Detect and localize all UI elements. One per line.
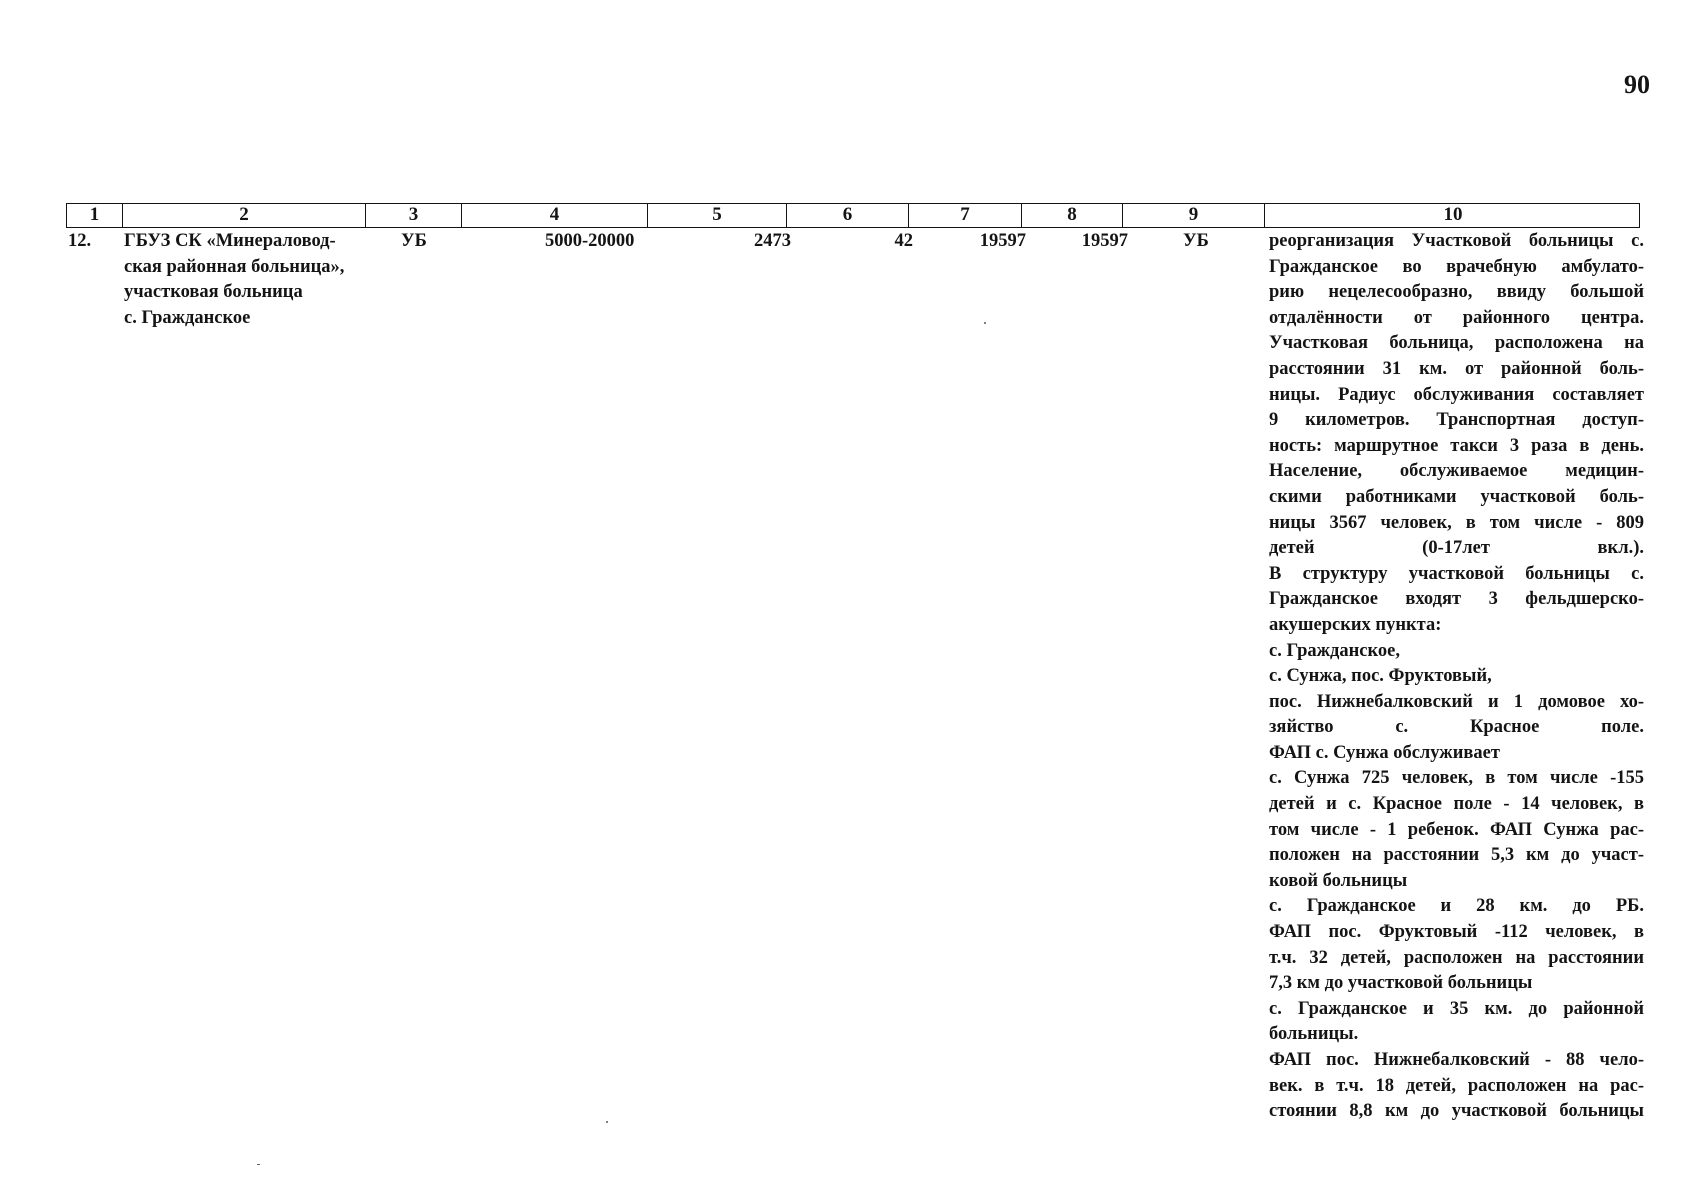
header-cell-10: 10: [1443, 204, 1463, 225]
header-cell-8: 8: [1022, 204, 1123, 227]
description-line: Гражданское входят 3 фельдшерско-: [1269, 589, 1644, 610]
header-cell-3: 3: [366, 204, 462, 227]
description-text: [1269, 229, 1644, 1125]
description-line: Гражданское во врачебную амбулато-: [1269, 256, 1644, 277]
description-line: Участковая больница, расположена на: [1269, 333, 1644, 354]
description-line: с. Гражданское и 35 км. до районной: [1269, 998, 1644, 1019]
description-line: пос. Нижнебалковский и 1 домовое хо-: [1269, 691, 1644, 712]
description-line: с. Гражданское и 28 км. до РБ.: [1269, 896, 1644, 917]
header-cell-4: 4: [462, 204, 648, 227]
organization-line: ГБУЗ СК «Минераловод-: [124, 231, 336, 251]
description-line: ницы. Радиус обслуживания составляет: [1269, 384, 1644, 405]
organization-line: участковая больница: [124, 282, 303, 303]
cell-col8: 19597: [1081, 231, 1128, 251]
description-line: век. в т.ч. 18 детей, расположен на рас-: [1269, 1075, 1644, 1096]
description-line: больницы.: [1269, 1024, 1359, 1045]
scan-speck: [257, 1164, 260, 1165]
description-line: т.ч. 32 детей, расположен на расстоянии: [1269, 947, 1644, 968]
description-line: реорганизация Участковой больницы с.: [1269, 231, 1644, 251]
description-line: 9 километров. Транспортная доступ-: [1269, 410, 1644, 431]
description-line: ФАП пос. Нижнебалковский - 88 чело-: [1269, 1050, 1644, 1070]
description-line: зяйство с. Красное поле.: [1269, 717, 1644, 738]
description-line: с. Сунжа, пос. Фруктовый,: [1269, 666, 1492, 687]
header-cell-5: 5: [648, 204, 787, 227]
population-range: 5000-20000: [545, 231, 635, 251]
header-cell-2: 2: [123, 204, 366, 227]
scan-speck: [984, 322, 986, 324]
page-number: 90: [1624, 70, 1650, 99]
description-line: В структуру участковой больницы с.: [1269, 563, 1644, 584]
description-line: скими работниками участковой боль-: [1269, 486, 1644, 507]
description-line: детей и с. Красное поле - 14 человек, в: [1269, 794, 1644, 815]
description-line: положен на расстоянии 5,3 км до участ-: [1269, 845, 1644, 866]
scan-speck: [606, 1121, 608, 1123]
organization-line: с. Гражданское: [124, 307, 251, 328]
description-line: расстоянии 31 км. от районной боль-: [1269, 358, 1644, 379]
description-line: Население, обслуживаемое медицин-: [1269, 461, 1644, 482]
description-line: с. Сунжа 725 человек, в том числе -155: [1269, 768, 1644, 789]
description-line: ФАП с. Сунжа обслуживает: [1269, 742, 1500, 763]
description-line: ность: маршрутное такси 3 раза в день.: [1269, 435, 1644, 456]
description-line: акушерских пункта:: [1269, 614, 1442, 635]
description-line: ФАП пос. Фруктовый -112 человек, в: [1269, 922, 1644, 943]
description-line: том числе - 1 ребенок. ФАП Сунжа рас-: [1269, 819, 1644, 840]
description-line: рию нецелесообразно, ввиду большой: [1269, 282, 1644, 303]
organization-line: ская районная больница»,: [124, 256, 345, 277]
cell-col9: УБ: [1183, 231, 1209, 251]
description-line: стоянии 8,8 км до участковой больницы: [1269, 1101, 1644, 1122]
header-cell-1: 1: [67, 204, 123, 227]
description-line: ковой больницы: [1269, 870, 1408, 891]
cell-col5: 2473: [754, 231, 791, 251]
cell-col6: 42: [894, 231, 913, 251]
description-line: с. Гражданское,: [1269, 640, 1400, 661]
description-line: отдалённости от районного центра.: [1269, 307, 1644, 328]
description-line: детей (0-17лет вкл.).: [1269, 538, 1644, 559]
row-number: 12.: [68, 231, 92, 251]
description-line: 7,3 км до участковой больницы: [1269, 973, 1533, 994]
description-line: ницы 3567 человек, в том числе - 809: [1269, 512, 1644, 533]
facility-type: УБ: [401, 231, 427, 251]
table-header-row: [66, 203, 1640, 228]
header-cell-7: 7: [909, 204, 1022, 227]
organization-name: [124, 229, 374, 331]
header-cell-6: 6: [787, 204, 909, 227]
cell-col7: 19597: [979, 231, 1026, 251]
header-cell-9: 9: [1123, 204, 1265, 227]
